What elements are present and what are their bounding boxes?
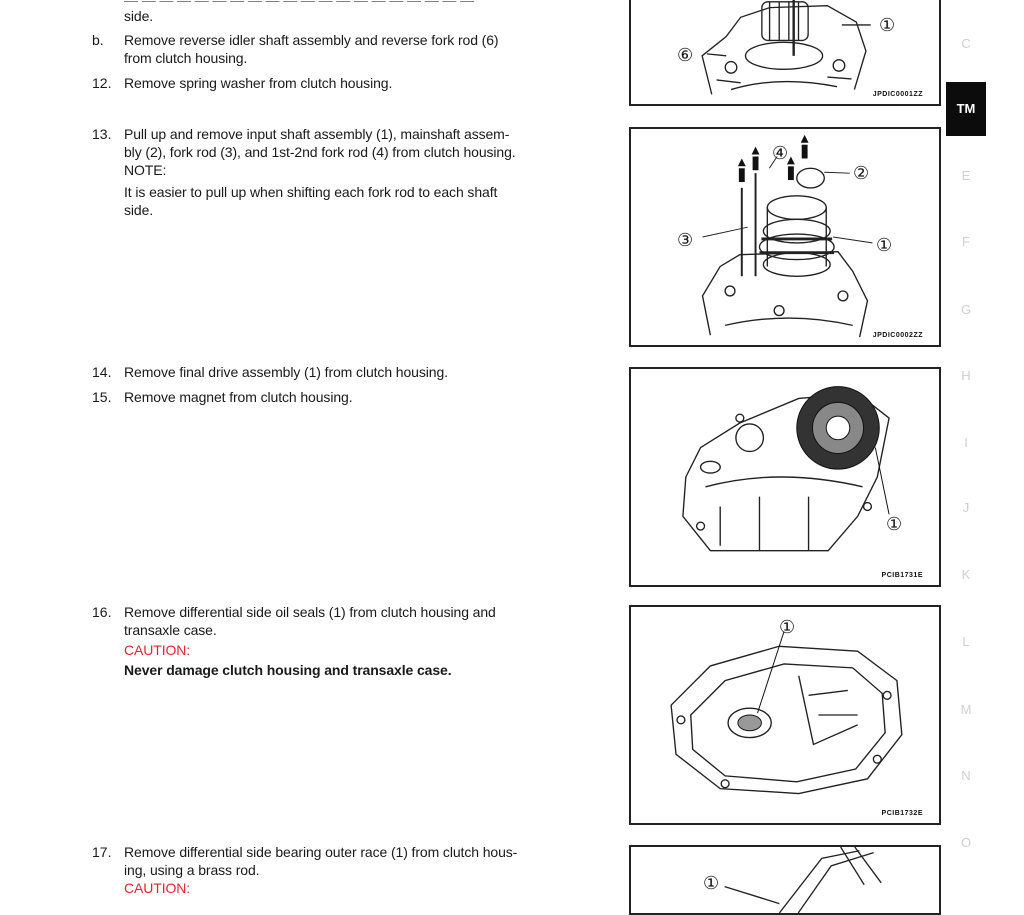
figure-reverse-idler	[629, 0, 941, 106]
step-14-number: 14.	[92, 364, 112, 380]
figure-4-callout-1: ①	[779, 617, 796, 637]
step-17-line2: ing, using a brass rod.	[124, 862, 260, 878]
section-tab-tm-active[interactable]: TM	[946, 82, 986, 136]
figure-3-code: PCIB1731E	[881, 572, 923, 579]
figure-oil-seal-removal	[629, 605, 941, 825]
step-17-caution-label: CAUTION:	[124, 880, 191, 896]
step-16-number: 16.	[92, 604, 112, 620]
step-13-note-line2: side.	[124, 202, 154, 218]
step-14-text: Remove final drive assembly (1) from clutch housing.	[124, 364, 448, 380]
step-17-line1: Remove differential side bearing outer race (1) from clutch hous-	[124, 844, 518, 860]
figure-4-code: PCIB1732E	[881, 810, 923, 817]
figure-2-callout-4: ④	[772, 143, 789, 163]
step-13-note-label: NOTE:	[124, 162, 167, 178]
step-12-text: Remove spring washer from clutch housing.	[124, 75, 393, 91]
step-17-number: 17.	[92, 844, 112, 860]
figure-final-drive-removal	[629, 367, 941, 587]
section-tab-i[interactable]: I	[964, 435, 968, 450]
section-tab-k[interactable]: K	[961, 567, 971, 582]
section-tab-c[interactable]: C	[961, 36, 971, 51]
section-tab-e[interactable]: E	[961, 168, 971, 183]
figure-5-callout-1: ①	[703, 873, 720, 893]
step-11b-line2: from clutch housing.	[124, 50, 248, 66]
step-11-cut-line: ― ― ― ― ― ― ― ― ― ― ― ― ― ― ― ― ― ― ― ―	[124, 0, 475, 8]
figure-2-callout-1: ①	[876, 235, 893, 255]
figure-3-callout-1: ①	[886, 514, 903, 534]
figure-2-code: JPDIC0002ZZ	[872, 332, 923, 339]
section-tab-h[interactable]: H	[961, 368, 971, 383]
section-tab-j[interactable]: J	[962, 500, 970, 515]
figure-bearing-race-drawing	[631, 847, 939, 913]
step-12-number: 12.	[92, 75, 112, 91]
step-15-text: Remove magnet from clutch housing.	[124, 389, 353, 405]
section-tab-n[interactable]: N	[961, 768, 971, 783]
step-13-line1: Pull up and remove input shaft assembly (1), mainshaft assem-	[124, 126, 510, 142]
step-16-caution-label: CAUTION:	[124, 642, 191, 658]
section-tab-o[interactable]: O	[960, 835, 972, 850]
figure-final-drive-drawing	[631, 369, 939, 585]
step-11-continuation: side.	[124, 8, 154, 24]
figure-1-callout-1: ①	[879, 15, 896, 35]
figure-1-code: JPDIC0001ZZ	[872, 91, 923, 98]
section-tab-f[interactable]: F	[962, 234, 970, 249]
figure-2-callout-3: ③	[677, 230, 694, 250]
figure-2-callout-2: ②	[853, 163, 870, 183]
figure-oil-seal-drawing	[631, 607, 939, 823]
step-16-line1: Remove differential side oil seals (1) from clutch housing and	[124, 604, 496, 620]
step-11b-label: b.	[92, 32, 104, 48]
step-13-number: 13.	[92, 126, 112, 142]
figure-1-callout-6: ⑥	[677, 45, 694, 65]
step-11b-line1: Remove reverse idler shaft assembly and reverse fork rod (6)	[124, 32, 499, 48]
step-16-caution-text: Never damage clutch housing and transaxle case.	[124, 662, 452, 678]
step-13-line2: bly (2), fork rod (3), and 1st-2nd fork rod (4) from clutch housing.	[124, 144, 516, 160]
step-13-note-line1: It is easier to pull up when shifting each fork rod to each shaft	[124, 184, 498, 200]
section-tab-l[interactable]: L	[962, 634, 970, 649]
figure-bearing-race-removal	[629, 845, 941, 915]
step-16-line2: transaxle case.	[124, 622, 217, 638]
figure-input-shaft-removal	[629, 127, 941, 347]
step-15-number: 15.	[92, 389, 112, 405]
section-tab-g[interactable]: G	[960, 302, 972, 317]
section-tab-m[interactable]: M	[960, 702, 972, 717]
